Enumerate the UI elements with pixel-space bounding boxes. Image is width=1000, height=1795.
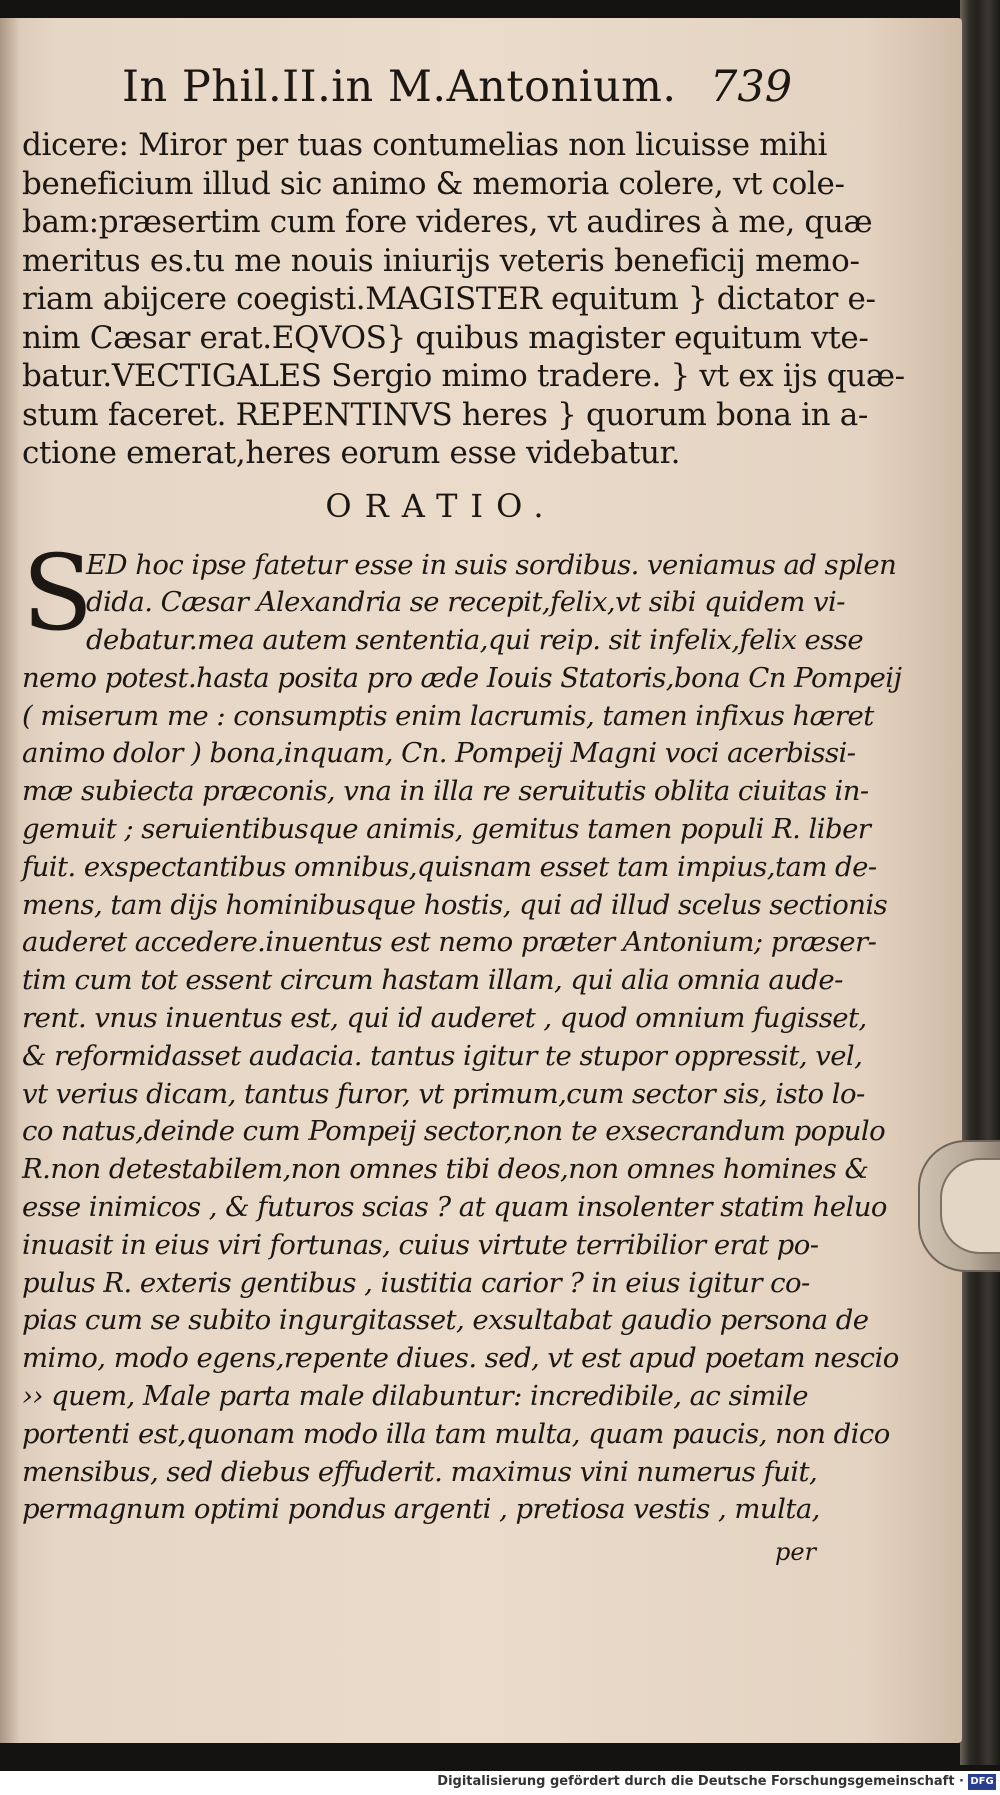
oration-line: dida. Cæsar Alexandria se recepit,felix,vt sibi quidem vi- (86, 586, 846, 619)
catchword: per (775, 1538, 817, 1566)
oration-line: tim cum tot essent circum hastam illam, qui alia omnia aude- (22, 964, 843, 997)
oration-line: mensibus, sed diebus effuderit. maximus vini numerus fuit, (22, 1455, 818, 1488)
digitization-footer (0, 1771, 1000, 1795)
oration-line: pias cum se subito ingurgitasset, exsultabat gaudio persona de (22, 1304, 869, 1337)
oration-line: nemo potest.hasta posita pro æde Iouis Statoris,bona Cn Pompeij (22, 661, 902, 694)
oration-line: auderet accedere.inuentus est nemo præter Antonium; præser- (22, 926, 877, 959)
gutter-shadow (0, 18, 20, 1743)
oration-line: mens, tam dijs hominibusque hostis, qui ad illud scelus sectionis (22, 888, 888, 921)
oration-line: debatur.mea autem sententia,qui reip. sit infelix,felix esse (86, 624, 864, 657)
oration-line: animo dolor ) bona,inquam, Cn. Pompeij Magni voci acerbissi- (22, 737, 856, 770)
digitization-credit: Digitalisierung gefördert durch die Deutsche Forschungsgemeinschaft · (437, 1774, 964, 1789)
oration-line: inuasit in eius viri fortunas, cuius virtute terribilior erat po- (22, 1228, 819, 1261)
commentary-line: ctione emerat,heres eorum esse videbatur. (22, 435, 681, 471)
oration-block (22, 531, 902, 1530)
oration-line: mimo, modo egens,repente diues. sed, vt est apud poetam nescio (22, 1342, 899, 1375)
commentary-line: dicere: Miror per tuas contumelias non licuisse mihi (22, 127, 828, 163)
oration-line: ( miserum me : consumptis enim lacrumis, tamen infixus hæret (22, 699, 874, 732)
commentary-line: bam:præsertim cum fore videres, vt audires à me, quæ (22, 204, 873, 240)
commentary-line: beneficium illud sic animo & memoria colere, vt cole- (22, 165, 845, 202)
oration-line: mæ subiecta præconis, vna in illa re seruitutis oblita ciuitas in- (22, 775, 869, 808)
page-number: 739 (710, 62, 793, 112)
commentary-line: meritus es.tu me nouis iniurijs veteris beneficij memo- (22, 242, 860, 279)
running-head: In Phil.II.in M.Antonium. (122, 62, 677, 112)
oration-line: pulus R. exteris gentibus , iustitia carior ? in eius igitur co- (22, 1266, 810, 1299)
oration-line: ›› quem, Male parta male dilabuntur: incredibile, ac simile (22, 1380, 809, 1413)
oration-line: & reformidasset audacia. tantus igitur te stupor oppressit, vel, (22, 1039, 863, 1072)
commentary-line: stum faceret. REPENTINVS heres } quorum bona in a- (22, 396, 869, 433)
commentary-line: riam abijcere coegisti.MAGISTER equitum } dictator e- (22, 281, 876, 317)
oration-line: rent. vnus inuentus est, qui id auderet , quod omnium fugisset, (22, 1002, 867, 1035)
oration-line: co natus,deinde cum Pompeij sector,non te exsecrandum populo (22, 1115, 886, 1148)
book-clasp-inner (940, 1158, 1000, 1254)
commentary-line: nim Cæsar erat.EQVOS} quibus magister equitum vte- (22, 319, 869, 356)
page-header (22, 62, 820, 120)
dfg-logo-icon[interactable]: DFG (968, 1774, 996, 1790)
oration-line: permagnum optimi pondus argenti , pretiosa vestis , multa, (22, 1493, 820, 1526)
oration-line: fuit. exspectantibus omnibus,quisnam esset tam impius,tam de- (22, 850, 877, 883)
commentary-line: batur.VECTIGALES Sergio mimo tradere. } vt ex ijs quæ- (22, 358, 905, 394)
commentary-block (22, 126, 905, 473)
oration-line: ED hoc ipse fatetur esse in suis sordibus. veniamus ad splen (86, 548, 897, 581)
section-title: ORATIO. (325, 486, 557, 525)
oration-line: portenti est,quonam modo illa tam multa, quam paucis, non dico (22, 1417, 890, 1450)
oration-line: esse inimicos , & futuros scias ? at quam insolenter statim heluo (22, 1191, 887, 1224)
oration-line: vt verius dicam, tantus furor, vt primum,cum sector sis, isto lo- (22, 1077, 865, 1110)
oration-line: gemuit ; seruientibusque animis, gemitus tamen populi R. liber (22, 813, 871, 846)
page-text (22, 62, 905, 1529)
drop-cap: S (22, 531, 94, 654)
oration-line: R.non detestabilem,non omnes tibi deos,non omnes homines & (22, 1153, 869, 1186)
